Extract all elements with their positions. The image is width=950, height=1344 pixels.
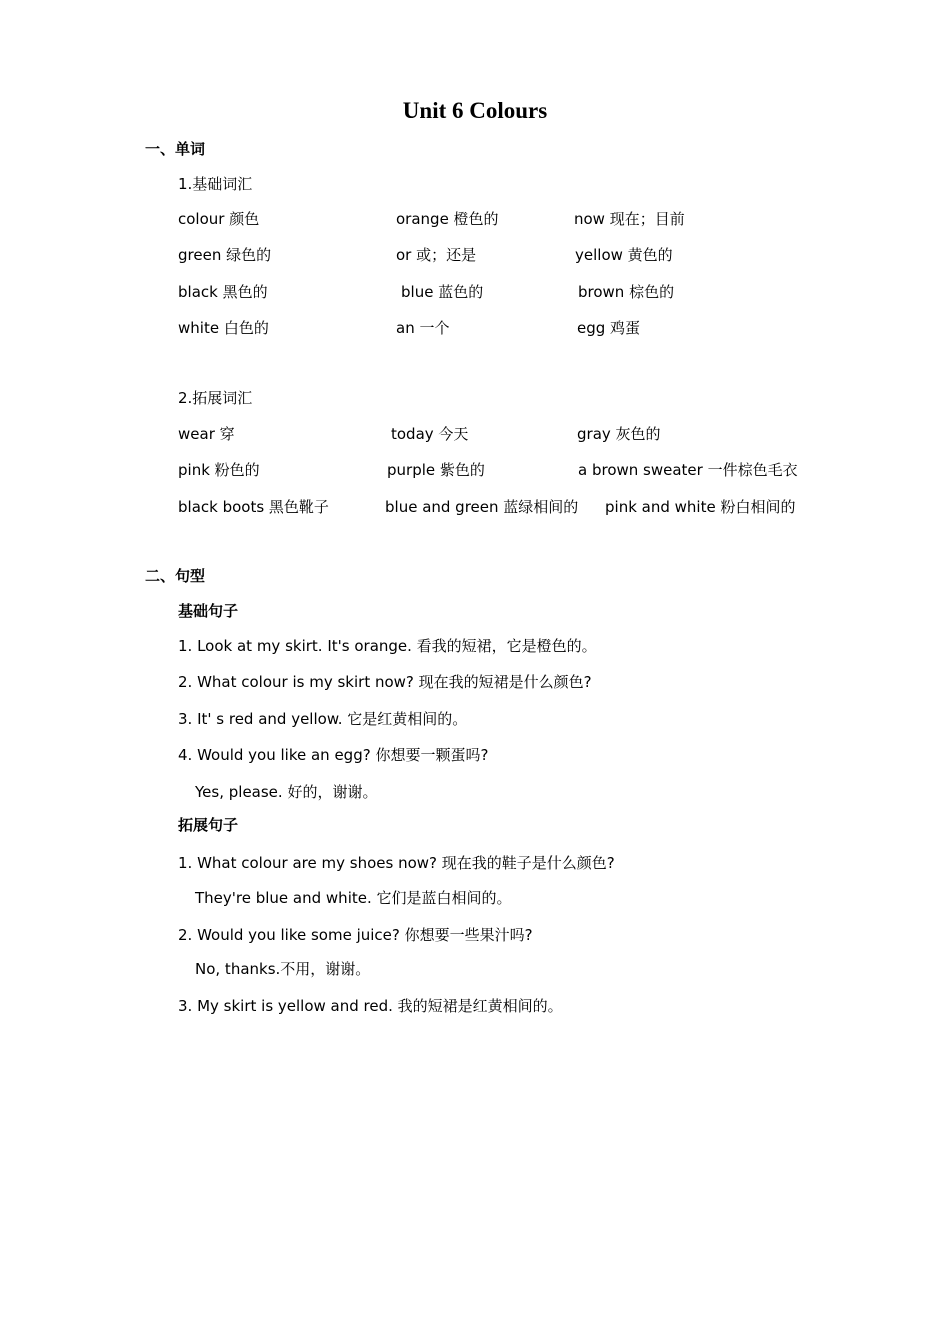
vocab-cell: purple 紫色的 bbox=[387, 461, 485, 479]
vocab-cell: yellow 黄色的 bbox=[575, 246, 673, 264]
extended-sentences-label: 拓展句子 bbox=[178, 816, 239, 834]
sentence-line: They're blue and white. 它们是蓝白相间的。 bbox=[195, 889, 512, 907]
vocab-cell: egg 鸡蛋 bbox=[577, 319, 641, 337]
sentence-line: 2. Would you like some juice? 你想要一些果汁吗? bbox=[178, 926, 533, 944]
vocab-cell: black 黑色的 bbox=[178, 283, 268, 301]
vocab-cell: wear 穿 bbox=[178, 425, 235, 443]
page-title: Unit 6 Colours bbox=[402, 98, 548, 123]
vocab-cell: blue and green 蓝绿相间的 bbox=[385, 498, 579, 516]
sentence-line: Yes, please. 好的，谢谢。 bbox=[195, 783, 378, 801]
vocab-cell: today 今天 bbox=[391, 425, 469, 443]
vocab-cell: black boots 黑色靴子 bbox=[178, 498, 329, 516]
vocab-cell: pink and white 粉白相间的 bbox=[605, 498, 796, 516]
vocab-cell: orange 橙色的 bbox=[396, 210, 499, 228]
sentence-line: 3. My skirt is yellow and red. 我的短裙是红黄相间的。 bbox=[178, 997, 563, 1015]
vocab-cell: brown 棕色的 bbox=[578, 283, 675, 301]
vocab-cell: pink 粉色的 bbox=[178, 461, 260, 479]
vocab-cell: a brown sweater 一件棕色毛衣 bbox=[578, 461, 798, 479]
section-heading-words: 一、单词 bbox=[145, 140, 206, 158]
sentence-line: 1. Look at my skirt. It's orange. 看我的短裙，它是橙色的。 bbox=[178, 637, 597, 655]
vocab-cell: white 白色的 bbox=[178, 319, 269, 337]
vocab-cell: gray 灰色的 bbox=[577, 425, 661, 443]
vocab-cell: blue 蓝色的 bbox=[401, 283, 484, 301]
vocab-cell: or 或；还是 bbox=[396, 246, 477, 264]
vocab-cell: now 现在；目前 bbox=[574, 210, 685, 228]
vocab-cell: an 一个 bbox=[396, 319, 450, 337]
sentence-line: 2. What colour is my skirt now? 现在我的短裙是什么颜色? bbox=[178, 673, 592, 691]
basic-sentences-label: 基础句子 bbox=[178, 602, 239, 620]
sentence-line: 1. What colour are my shoes now? 现在我的鞋子是什么颜色? bbox=[178, 854, 615, 872]
basic-vocab-label: 1.基础词汇 bbox=[178, 175, 253, 193]
extended-vocab-label: 2.拓展词汇 bbox=[178, 389, 253, 407]
vocab-cell: colour 颜色 bbox=[178, 210, 260, 228]
sentence-line: 3. It' s red and yellow. 它是红黄相间的。 bbox=[178, 710, 468, 728]
sentence-line: No, thanks.不用，谢谢。 bbox=[195, 960, 371, 978]
vocab-cell: green 绿色的 bbox=[178, 246, 272, 264]
section-heading-sentences: 二、句型 bbox=[145, 567, 206, 585]
sentence-line: 4. Would you like an egg? 你想要一颗蛋吗? bbox=[178, 746, 489, 764]
